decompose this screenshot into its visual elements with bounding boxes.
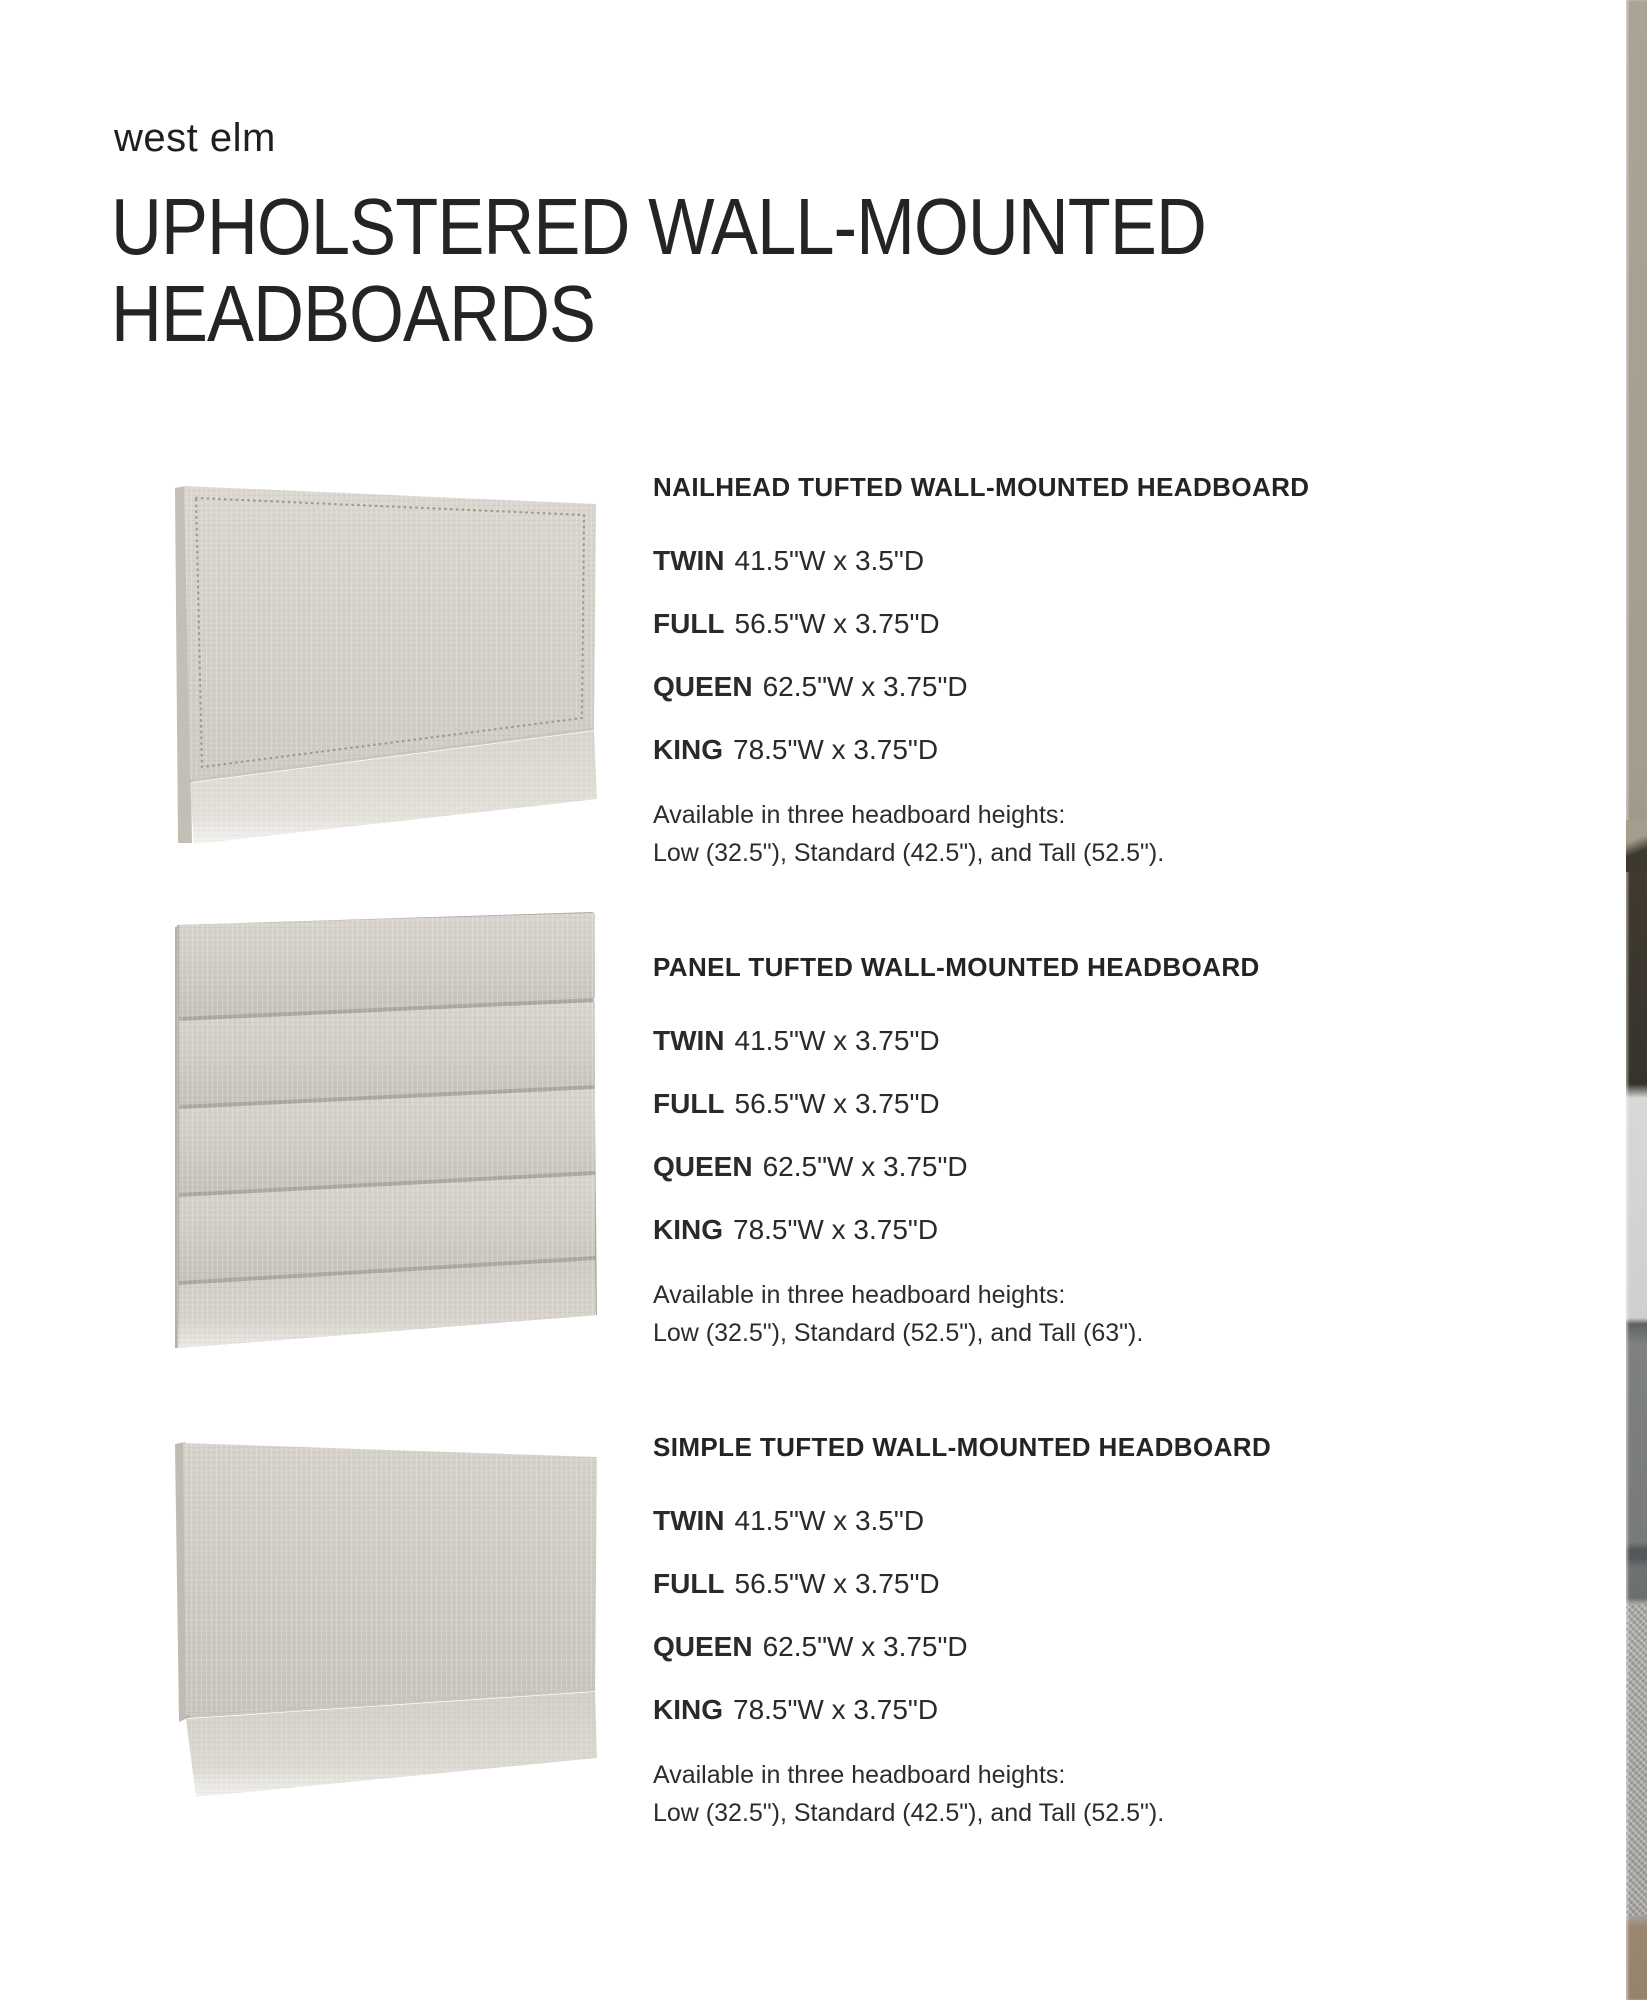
bedroom-photo-edge xyxy=(1626,0,1647,2000)
size-dimensions: 56.5"W x 3.75"D xyxy=(734,1088,940,1119)
product-name: SIMPLE TUFTED WALL-MOUNTED HEADBOARD xyxy=(653,1432,1272,1462)
brand-logo: west elm xyxy=(114,116,276,160)
availability-note-line2: Low (32.5"), Standard (42.5"), and Tall (52.5"). xyxy=(653,1799,1165,1827)
size-label: QUEEN xyxy=(653,1151,753,1182)
size-row-queen xyxy=(653,670,1533,704)
availability-note-line1: Available in three headboard heights: xyxy=(653,801,1066,829)
nailhead-headboard-image xyxy=(174,483,598,845)
size-dimensions: 41.5"W x 3.5"D xyxy=(734,545,925,576)
size-dimensions: 41.5"W x 3.5"D xyxy=(734,1505,925,1536)
size-dimensions: 78.5"W x 3.75"D xyxy=(733,1694,939,1725)
size-label: KING xyxy=(653,1214,723,1245)
product-section-simple xyxy=(653,1430,1533,1832)
product-name: NAILHEAD TUFTED WALL-MOUNTED HEADBOARD xyxy=(653,472,1310,502)
size-row-full xyxy=(653,1087,1533,1121)
page-title-line2: HEADBOARDS xyxy=(111,269,596,358)
page-title xyxy=(111,183,1206,357)
size-row-queen xyxy=(653,1150,1533,1184)
availability-note-line1: Available in three headboard heights: xyxy=(653,1281,1066,1309)
size-dimensions: 41.5"W x 3.75"D xyxy=(734,1025,940,1056)
availability-note xyxy=(653,796,1533,872)
size-dimensions: 62.5"W x 3.75"D xyxy=(762,671,968,702)
size-label: TWIN xyxy=(653,1025,725,1056)
simple-headboard-image xyxy=(174,1440,598,1800)
availability-note xyxy=(653,1276,1533,1352)
product-section-panel xyxy=(653,950,1533,1352)
size-label: FULL xyxy=(653,1568,725,1599)
size-row-twin xyxy=(653,1504,1533,1538)
availability-note-line2: Low (32.5"), Standard (42.5"), and Tall (52.5"). xyxy=(653,839,1165,867)
size-label: FULL xyxy=(653,608,725,639)
size-label: FULL xyxy=(653,1088,725,1119)
size-row-full xyxy=(653,1567,1533,1601)
size-label: TWIN xyxy=(653,545,725,576)
size-label: TWIN xyxy=(653,1505,725,1536)
size-row-king xyxy=(653,1213,1533,1247)
size-dimensions: 78.5"W x 3.75"D xyxy=(733,1214,939,1245)
availability-note-line2: Low (32.5"), Standard (52.5"), and Tall (63"). xyxy=(653,1319,1144,1347)
size-row-twin xyxy=(653,1024,1533,1058)
size-row-twin xyxy=(653,544,1533,578)
size-label: KING xyxy=(653,1694,723,1725)
availability-note-line1: Available in three headboard heights: xyxy=(653,1761,1066,1789)
panel-headboard-image xyxy=(175,910,599,1350)
size-row-king xyxy=(653,733,1533,767)
size-label: QUEEN xyxy=(653,1631,753,1662)
size-label: KING xyxy=(653,734,723,765)
size-dimensions: 62.5"W x 3.75"D xyxy=(762,1151,968,1182)
size-label: QUEEN xyxy=(653,671,753,702)
size-dimensions: 56.5"W x 3.75"D xyxy=(734,1568,940,1599)
product-name: PANEL TUFTED WALL-MOUNTED HEADBOARD xyxy=(653,952,1260,982)
page-title-line1: UPHOLSTERED WALL-MOUNTED xyxy=(111,182,1206,271)
size-row-king xyxy=(653,1693,1533,1727)
size-dimensions: 78.5"W x 3.75"D xyxy=(733,734,939,765)
availability-note xyxy=(653,1756,1533,1832)
product-section-nailhead xyxy=(653,470,1533,872)
size-row-full xyxy=(653,607,1533,641)
size-row-queen xyxy=(653,1630,1533,1664)
size-dimensions: 56.5"W x 3.75"D xyxy=(734,608,940,639)
size-dimensions: 62.5"W x 3.75"D xyxy=(762,1631,968,1662)
